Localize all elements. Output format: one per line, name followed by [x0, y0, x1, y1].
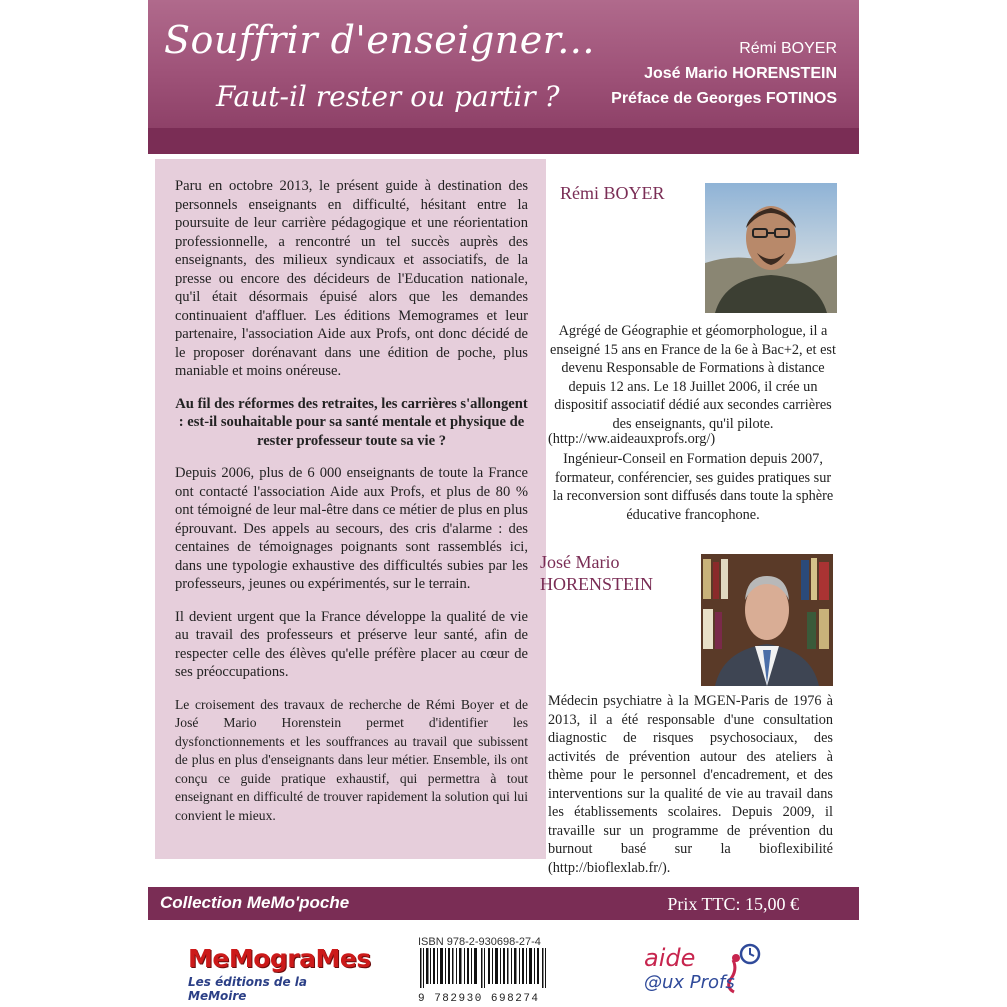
collection-label: Collection MeMo'poche	[160, 893, 350, 912]
synopsis-paragraph-4: Le croisement des travaux de recherche de Rémi Boyer et de José Mario Horenstein permet d'identifier les dysfonctionnements et les souffrances au travail que subissent de plus en plus d'enseignants dans leur métier. Ensemble, ils ont conçu ce guide pratique exhaustif, qui permettra à tout enseignant en difficulté de trouver rapidement la solution qui lui convient le mieux.	[175, 696, 528, 823]
book-title: Souffrir d'enseigner...	[164, 18, 595, 62]
ean-number: 9 782930 698274	[418, 993, 540, 1005]
publisher-logo	[188, 944, 371, 1003]
synopsis-paragraph-3: Il devient urgent que la France développe la qualité de vie au travail des professeurs et préserve leur santé, afin de respecter celle des élèves qu'elle préfère placer au cœur de ses préoccupations.	[175, 608, 528, 680]
collection-band	[148, 887, 859, 920]
barcode-icon	[418, 948, 554, 988]
publisher-tagline: Les éditions de la MeMoire	[188, 975, 308, 1003]
portrait-image	[705, 183, 837, 313]
isbn-number: ISBN 978-2-930698-27-4	[418, 936, 541, 948]
barcode-block	[418, 936, 554, 1005]
header-divider	[148, 128, 859, 154]
synopsis-paragraph-2: Depuis 2006, plus de 6 000 enseignants de toute la France ont contacté l'association Aide aux Profs, et plus de 80 % ont témoigné de leur mal-être dans ce métier de plus en plus éprouvant. Des appels au secours, des cris d'alarme : des centaines de témoignages poignants sont rassemblés ici, dans une typologie exhaustive des difficultés subies par les professeurs, jeunes ou expérimentés, sur le terrain.	[175, 465, 528, 592]
author-credit-2: José Mario HORENSTEIN	[644, 65, 837, 82]
portrait-image	[701, 554, 833, 686]
book-subtitle: Faut-il rester ou partir ?	[216, 80, 560, 113]
synopsis-paragraph-1: Paru en octobre 2013, le présent guide à destination des personnels enseignants en difficulté, hésitant entre la poursuite de leur carrière pédagogique et une réorientation professionnelle, a rencontré un tel succès auprès des enseignants, des milieux syndicaux et associatifs, de la presse ou encore des décideurs de l'Education nationale, qu'il était désormais épuisé alors que les demandes continuaient d'affluer. Les éditions Memogrames et leur partenaire, l'association Aide aux Profs, ont donc décidé de le proposer dorénavant dans une édition de poche, plus maniable et moins onéreuse.	[175, 178, 528, 379]
author-name-last: HORENSTEIN	[540, 574, 653, 594]
author-bio-horenstein: Médecin psychiatre à la MGEN-Paris de 1976 à 2013, il a été responsable d'une consultation diagnostic de risques psychosociaux, des activités de prévention autour des ateliers à thème pour le personnel d'encadrement, et des interventions sur la qualité de vie au travail dans les établissements scolaires. Depuis 2009, il travaille sur un programme de prévention du burnout basé sur la bioflexibilité (http://bioflexlab.fr/).	[548, 693, 833, 876]
synopsis-panel	[155, 159, 546, 859]
author-name-first: José Mario	[540, 552, 620, 572]
author-url-boyer: (http://ww.aideauxprofs.org/)	[548, 431, 716, 447]
author-bio2-boyer: Ingénieur-Conseil en Formation depuis 2007, formateur, conférencier, ses guides pratiques sur la reconversion sont diffusés dans toute la sphère éducative francophone.	[552, 451, 834, 523]
partner-name-1: aide	[644, 944, 696, 972]
author-credit-1: Rémi BOYER	[739, 40, 837, 57]
header-banner	[148, 0, 859, 128]
author-bio-boyer: Agrégé de Géographie et géomorphologue, il a enseigné 15 ans en France de la 6e à Bac+2, et est devenu Responsable de Formations à distance depuis 12 ans. Le 18 Juillet 2006, il crée un dispositif associatif dédié aux secondes carrières des enseignants, qu'il pilote.	[550, 323, 836, 432]
partner-name-2: @ux Profs	[644, 972, 735, 993]
partner-logo	[638, 940, 778, 1000]
author-photo-boyer	[705, 183, 837, 313]
author-name-horenstein	[540, 551, 653, 595]
preface-credit: Préface de Georges FOTINOS	[611, 90, 837, 107]
author-name-boyer: Rémi BOYER	[560, 183, 665, 203]
synopsis-question: Au fil des réformes des retraites, les carrières s'allongent : est-il souhaitable pour sa santé mentale et physique de rester professeur toute sa vie ?	[175, 395, 528, 449]
publisher-name: MeMograMes	[188, 944, 371, 973]
author-credits	[611, 36, 837, 111]
author-photo-horenstein	[701, 554, 833, 686]
price-label: Prix TTC: 15,00 €	[667, 894, 799, 914]
book-back-cover	[148, 0, 859, 1007]
